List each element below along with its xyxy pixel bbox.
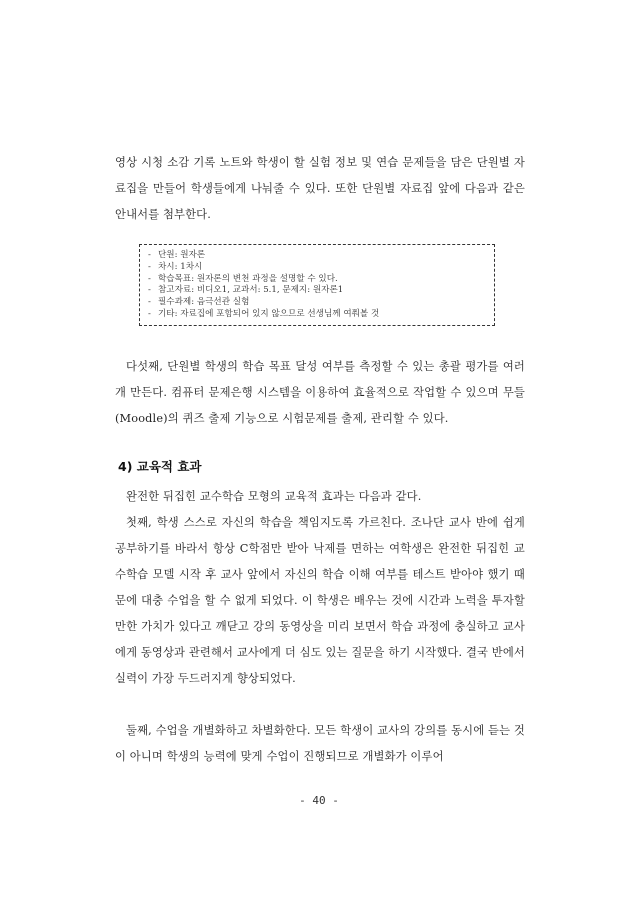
unit-guide-item-text: 기타: 자료집에 포함되어 있지 않으므로 선생님께 여쭤볼 것 bbox=[158, 308, 380, 319]
unit-guide-item bbox=[148, 250, 494, 262]
unit-guide-item-text: 학습목표: 원자론의 변천 과정을 설명할 수 있다. bbox=[158, 273, 338, 284]
unit-guide-item bbox=[148, 309, 494, 321]
bullet-dash: - bbox=[148, 273, 151, 284]
fifth-step-paragraph: 다섯째, 단원별 학생의 학습 목표 달성 여부를 측정할 수 있는 총괄 평가를 여러 개 만든다. 컴퓨터 문제은행 시스템을 이용하여 효율적으로 작업할 수 있으며 무들(Moodle)의 퀴즈 출제 기능으로 시험문제를 출제, 관리할 수 있다. bbox=[115, 360, 525, 425]
bullet-dash: - bbox=[148, 297, 151, 308]
second-effect-paragraph: 둘째, 수업을 개별화하고 차별화한다. 모든 학생이 교사의 강의를 동시에 듣는 것이 아니며 학생의 능력에 맞게 수업이 진행되므로 개별화가 이루어 bbox=[115, 724, 525, 763]
unit-guide-item-text: 차시: 1차시 bbox=[158, 261, 203, 272]
unit-guide-item bbox=[148, 285, 494, 297]
unit-guide-box bbox=[139, 244, 495, 326]
bullet-dash: - bbox=[148, 308, 151, 319]
bullet-dash: - bbox=[148, 250, 151, 260]
page-number: - 40 - bbox=[299, 794, 339, 807]
unit-guide-list bbox=[148, 250, 494, 321]
bullet-dash: - bbox=[148, 261, 151, 272]
unit-guide-item bbox=[148, 274, 494, 286]
unit-guide-item-text: 참고자료: 비디오1, 교과서: 5.1, 문제지: 원자론1 bbox=[158, 285, 344, 296]
unit-guide-item-text: 필수과제: 음극선관 실험 bbox=[158, 297, 250, 308]
intro-paragraph: 영상 시청 소감 기록 노트와 학생이 할 실험 정보 및 연습 문제들을 담은 단원별 자료집을 만들어 학생들에게 나눠줄 수 있다. 또한 단원별 자료집 앞에 다음과 같은 안내서를 첨부한다. bbox=[115, 156, 525, 221]
effects-intro-paragraph: 완전한 뒤집힌 교수학습 모형의 교육적 효과는 다음과 같다. bbox=[126, 490, 422, 503]
unit-guide-item bbox=[148, 297, 494, 309]
first-effect-paragraph: 첫째, 학생 스스로 자신의 학습을 책임지도록 가르친다. 조나단 교사 반에 쉽게 공부하기를 바라서 항상 C학점만 받아 낙제를 면하는 여학생은 완전한 뒤집힌 교수학습 모델 시작 후 교사 앞에서 자신의 학습 이해 여부를 테스트 받아야 했기 때문에 대충 수업을 할 수 없게 되었다. 이 학생은 배우는 것에 시간과 노력을 투자할 만한 가치가 있다고 깨닫고 강의 동영상을 미리 보면서 학습 과정에 충실하고 교사에게 동영상과 관련해서 교사에게 더 심도 있는 질문을 하기 시작했다. 결국 반에서 실력이 가장 두드러지게 향상되었다. bbox=[115, 516, 525, 685]
unit-guide-item-text: 단원: 원자론 bbox=[158, 250, 206, 260]
bullet-dash: - bbox=[148, 285, 151, 296]
unit-guide-item bbox=[148, 262, 494, 274]
section-heading: 4) 교육적 효과 bbox=[118, 459, 202, 474]
